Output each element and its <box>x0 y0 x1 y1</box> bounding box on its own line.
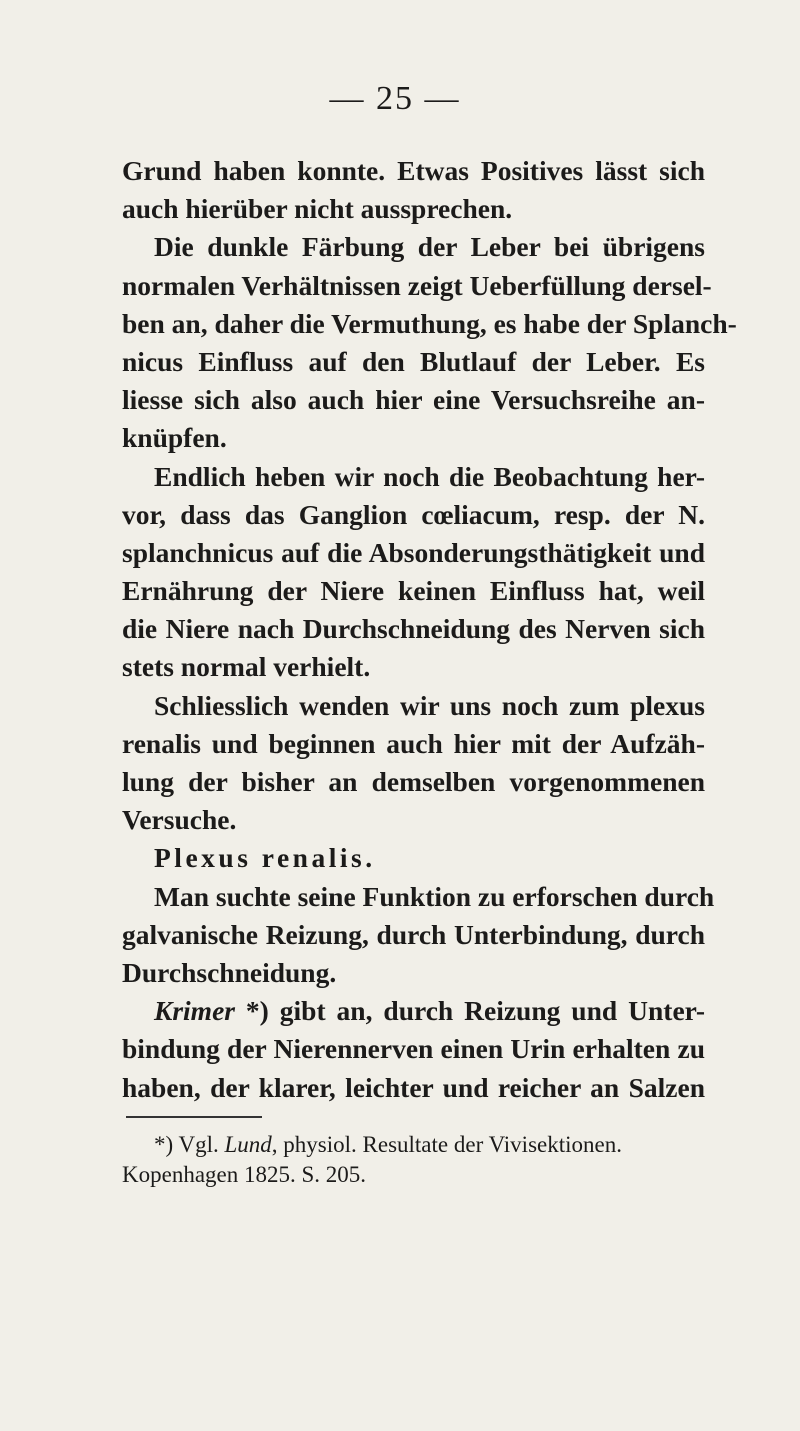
text-line: renalis und beginnen auch hier mit der Aufzäh- <box>122 727 705 759</box>
text-line: bindung der Nierennerven einen Urin erhalten zu <box>122 1033 705 1065</box>
text-line: auch hierüber nicht aussprechen. <box>122 193 513 225</box>
text-line <box>122 992 705 1030</box>
footnote-author: Lund <box>224 1132 272 1157</box>
text-line: stets normal verhielt. <box>122 651 371 683</box>
text-line: haben, der klarer, leichter und reicher an Salzen <box>122 1071 705 1103</box>
text-line: lung der bisher an demselben vorgenommenen <box>122 766 705 797</box>
text-line-rest: *) gibt an, durch Reizung und Unter- <box>234 995 705 1027</box>
text-line: Grund haben konnte. Etwas Positives lässt sich <box>122 155 705 186</box>
text-line: vor, dass das Ganglion cœliacum, resp. der N. <box>122 498 705 530</box>
text-line: normalen Verhältnissen zeigt Ueberfüllung dersel- <box>122 269 712 301</box>
text-line: Ernährung der Niere keinen Einfluss hat, weil <box>122 575 705 607</box>
text-line: die Niere nach Durchschneidung des Nerven sich <box>122 613 705 645</box>
body-text <box>122 152 737 1107</box>
text-line: Die dunkle Färbung der Leber bei übrigens <box>154 231 705 263</box>
text-line: liesse sich also auch hier eine Versuchsreihe an- <box>122 384 705 416</box>
author-name: Krimer <box>154 995 235 1027</box>
footnote-divider <box>126 1116 262 1118</box>
footnote <box>122 1130 705 1190</box>
section-heading: Plexus renalis. <box>154 842 376 874</box>
text-line: galvanische Reizung, durch Unterbindung, durch <box>122 918 705 950</box>
text-line: knüpfen. <box>122 422 227 454</box>
text-line: Endlich heben wir noch die Beobachtung her- <box>154 460 705 492</box>
text-line: Versuche. <box>122 804 237 836</box>
text-line: Durchschneidung. <box>122 956 337 988</box>
text-line: splanchnicus auf die Absonderungsthätigkeit und <box>122 536 705 568</box>
text-line: Man suchte seine Funktion zu erforschen durch <box>154 880 715 912</box>
footnote-line <box>122 1130 705 1160</box>
page-number: — 25 — <box>329 80 461 117</box>
footnote-marker: *) Vgl. <box>154 1132 225 1157</box>
footnote-line: Kopenhagen 1825. S. 205. <box>122 1162 367 1187</box>
text-line: ben an, daher die Vermuthung, es habe der Splanch- <box>122 307 737 339</box>
text-line: Schliesslich wenden wir uns noch zum plexus <box>154 689 705 721</box>
text-line: nicus Einfluss auf den Blutlauf der Leber. Es <box>122 345 705 377</box>
footnote-text: , physiol. Resultate der Vivisektionen. <box>271 1132 622 1157</box>
